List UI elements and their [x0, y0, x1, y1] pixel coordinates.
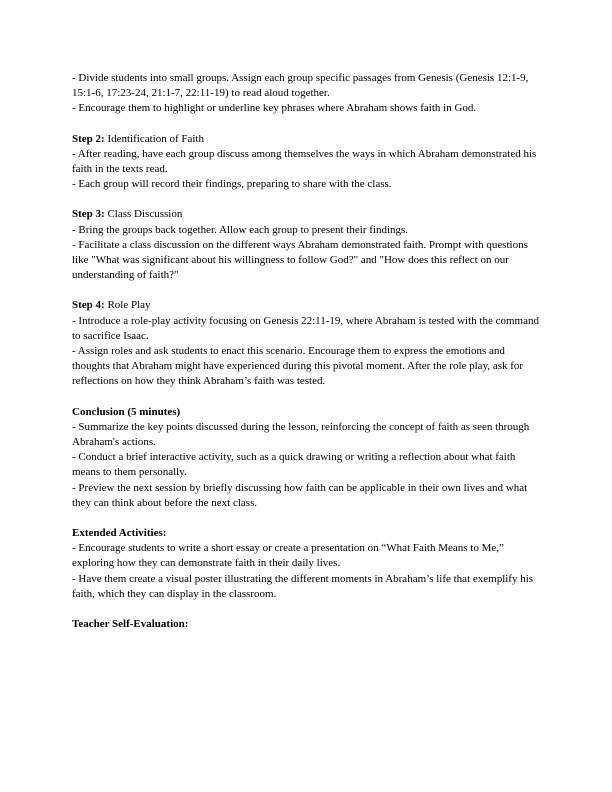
step2-heading: [72, 132, 542, 147]
document-page: [72, 71, 542, 632]
step2-line: - After reading, have each group discuss among themselves the ways in which Abraham demonstrated his faith in the texts read.: [72, 147, 537, 176]
conclusion-section: [72, 405, 542, 511]
step3-title: Class Discussion: [104, 208, 183, 221]
step2-line: - Each group will record their findings, preparing to share with the class.: [72, 178, 392, 191]
step2-section: [72, 132, 542, 193]
extended-section: [72, 526, 542, 602]
spacer: [72, 283, 542, 298]
step4-line: - Introduce a role-play activity focusing on Genesis 22:11-19, where Abraham is tested with the command to sacrifice Isaac.: [72, 314, 539, 342]
self-eval-section: [72, 617, 542, 632]
step3-line: - Bring the groups back together. Allow each group to present their findings.: [72, 223, 409, 236]
intro-line: - Encourage them to highlight or underline key phrases where Abraham shows faith in God.: [72, 102, 477, 115]
extended-heading: Extended Activities:: [72, 527, 167, 540]
intro-section: [72, 71, 542, 117]
step3-line: - Facilitate a class discussion on the different ways Abraham demonstrated faith. Prompt with questions like "What was significant about his willingness to follow God?" and "How does this reflect on our understanding of faith?": [72, 238, 528, 282]
intro-line: - Divide students into small groups. Assign each group specific passages from Genesis (Genesis 12:1-9, 15:1-6, 17:23-24, 21:1-7, 22:11-19) to read aloud together.: [72, 72, 529, 100]
self-eval-heading: Teacher Self-Evaluation:: [72, 618, 189, 631]
conclusion-line: - Conduct a brief interactive activity, such as a quick drawing or writing a reflection about what faith means to them personally.: [72, 451, 516, 479]
step4-section: [72, 298, 542, 389]
step3-label: Step 3:: [72, 208, 105, 221]
conclusion-line: - Preview the next session by briefly discussing how faith can be applicable in their own lives and what they can think about before the next class.: [72, 481, 528, 509]
conclusion-heading: Conclusion (5 minutes): [72, 405, 181, 418]
extended-line: - Have them create a visual poster illustrating the different moments in Abraham’s life that exemplify his faith, which they can display in the classroom.: [72, 572, 534, 600]
step3-section: [72, 207, 542, 283]
step2-title: Identification of Faith: [104, 132, 204, 145]
extended-line: - Encourage students to write a short essay or create a presentation on “What Faith Means to Me,” exploring how they can demonstrate faith in their daily lives.: [72, 542, 504, 570]
spacer: [72, 192, 542, 207]
step4-label: Step 4:: [72, 299, 105, 312]
conclusion-line: - Summarize the key points discussed during the lesson, reinforcing the concept of faith as seen through Abraham's actions.: [72, 420, 530, 449]
step2-label: Step 2:: [72, 132, 105, 145]
step3-heading: [72, 207, 542, 222]
step4-title: Role Play: [104, 299, 151, 312]
step4-heading: [72, 298, 542, 313]
spacer: [72, 390, 542, 405]
spacer: [72, 117, 542, 132]
step4-line: - Assign roles and ask students to enact this scenario. Encourage them to express the emotions and thoughts that Abraham might have experienced during this pivotal moment. After the role play, ask for reflections on how they think Abraham’s faith was tested.: [72, 345, 524, 388]
spacer: [72, 511, 542, 526]
spacer: [72, 602, 542, 617]
